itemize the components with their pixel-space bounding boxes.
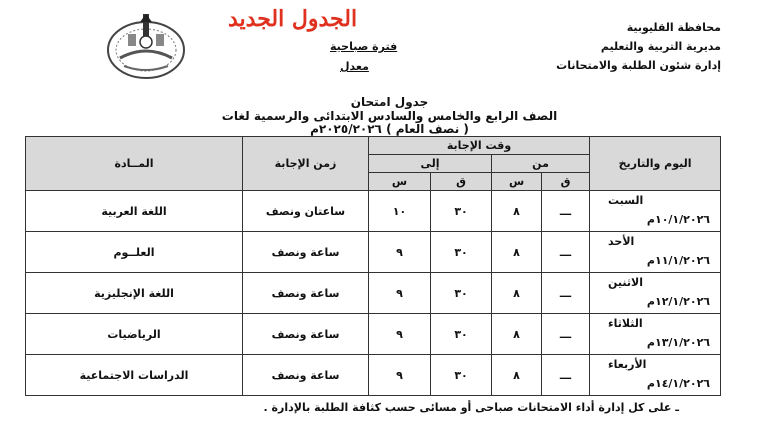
row-from-min: ـــ: [542, 314, 590, 355]
term-heading: ( نصف العام ) ٢٠٢٥/٢٠٢٦م: [310, 122, 469, 136]
row-to-hour: ١٠: [369, 191, 431, 232]
document-title: الجدول الجديد: [228, 6, 358, 32]
row-to-min: ٣٠: [431, 191, 492, 232]
col-header-from-hour: س: [492, 173, 542, 191]
row-from-hour: ٨: [492, 355, 542, 396]
table-row: [26, 191, 721, 232]
row-from-hour: ٨: [492, 232, 542, 273]
row-to-hour: ٩: [369, 273, 431, 314]
row-from-min: ـــ: [542, 232, 590, 273]
row-day: الأحد: [608, 235, 635, 249]
row-from-min: ـــ: [542, 355, 590, 396]
row-day: الثلاثاء: [608, 317, 643, 331]
table-row: [26, 314, 721, 355]
row-subject: العلــوم: [26, 232, 243, 273]
row-date: ١١/١/٢٠٢٦م: [646, 254, 711, 267]
row-to-hour: ٩: [369, 232, 431, 273]
row-date: ١٠/١/٢٠٢٦م: [646, 213, 711, 226]
col-header-from-min: ق: [542, 173, 590, 191]
row-to-hour: ٩: [369, 355, 431, 396]
exam-schedule-table: [25, 136, 721, 396]
status-label: معدل: [340, 60, 369, 73]
grade-heading: الصف الرابع والخامس والسادس الابتدائى والرسمية لغات: [221, 109, 558, 123]
col-header-to-hour: س: [369, 173, 431, 191]
col-header-subject: المــادة: [26, 137, 243, 191]
row-date: ١٣/١/٢٠٢٦م: [646, 336, 711, 349]
row-duration: ساعة ونصف: [243, 273, 369, 314]
col-header-from: من: [492, 155, 590, 173]
row-from-min: ـــ: [542, 273, 590, 314]
row-to-min: ٣٠: [431, 314, 492, 355]
ministry-logo-emblem: [104, 12, 188, 82]
shift-label: فترة صباحية: [330, 40, 398, 53]
row-day: السبت: [608, 194, 644, 208]
table-row: [26, 355, 721, 396]
row-day: الاثنين: [608, 276, 644, 290]
col-header-day-date: اليوم والتاريخ: [590, 137, 721, 191]
row-from-hour: ٨: [492, 273, 542, 314]
row-subject: الرياضيات: [26, 314, 243, 355]
table-row: [26, 232, 721, 273]
col-header-duration: زمن الإجابة: [243, 137, 369, 191]
row-to-hour: ٩: [369, 314, 431, 355]
row-date: ١٢/١/٢٠٢٦م: [646, 295, 711, 308]
exam-schedule-heading: جدول امتحان: [350, 95, 429, 109]
row-to-min: ٣٠: [431, 232, 492, 273]
row-duration: ساعة ونصف: [243, 314, 369, 355]
administration-label: إدارة شئون الطلبة والامتحانات: [556, 59, 721, 72]
table-row: [26, 273, 721, 314]
col-header-answer-time: وقت الإجابة: [369, 137, 590, 155]
governorate-label: محافظة القليوبية: [626, 21, 721, 34]
row-duration: ساعة ونصف: [243, 232, 369, 273]
col-header-to-min: ق: [431, 173, 492, 191]
col-header-to: إلى: [369, 155, 492, 173]
row-from-min: ـــ: [542, 191, 590, 232]
row-to-min: ٣٠: [431, 355, 492, 396]
row-to-min: ٣٠: [431, 273, 492, 314]
row-duration: ساعة ونصف: [243, 355, 369, 396]
row-date: ١٤/١/٢٠٢٦م: [646, 377, 711, 390]
directorate-label: مديرية التربية والتعليم: [600, 40, 721, 53]
row-subject: اللغة العربية: [26, 191, 243, 232]
row-from-hour: ٨: [492, 314, 542, 355]
row-subject: الدراسات الاجتماعية: [26, 355, 243, 396]
row-subject: اللغة الإنجليزية: [26, 273, 243, 314]
footer-note: ـ على كل إدارة أداء الامتحانات صباحى أو مسائى حسب كثافة الطلبة بالإدارة .: [263, 401, 679, 414]
row-duration: ساعتان ونصف: [243, 191, 369, 232]
row-day: الأربعاء: [608, 358, 647, 372]
row-from-hour: ٨: [492, 191, 542, 232]
